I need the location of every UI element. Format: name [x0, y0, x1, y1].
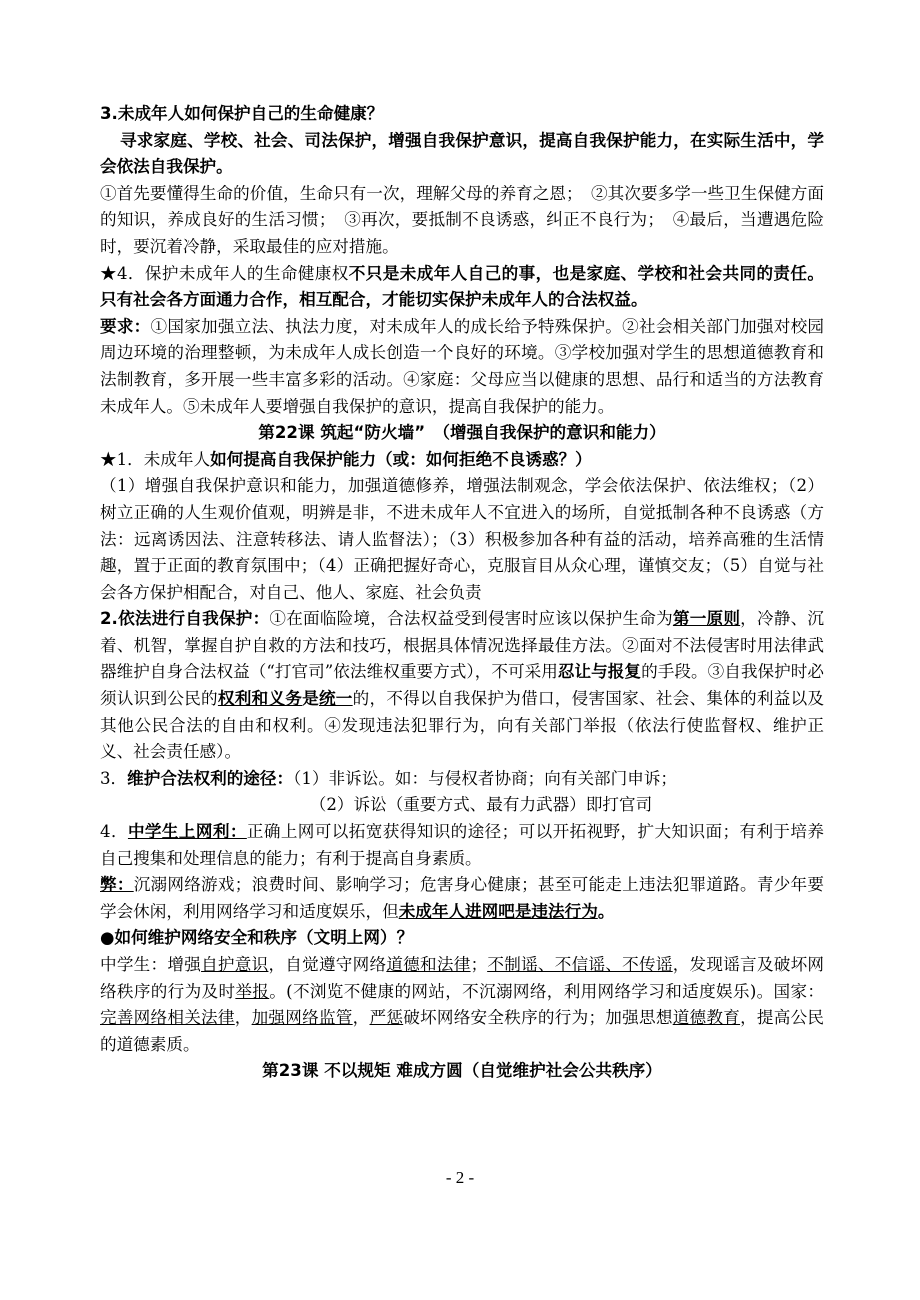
paragraph: 4．中学生上网利：正确上网可以拓宽获得知识的途径；可以开拓视野，扩大知识面；有利于培养自己搜集和处理信息的能力；有利于提高自身素质。 — [100, 822, 824, 868]
question-heading: ●如何维护网络安全和秩序（文明上网）？ — [100, 928, 414, 948]
paragraph: 寻求家庭、学校、社会、司法保护，增强自我保护意识，提高自我保护能力，在实际生活中，学会依法自我保护。 — [100, 130, 824, 177]
paragraph: （2）诉讼（重要方式、最有力武器）即打官司 — [309, 795, 653, 815]
lesson-heading: 第23课 不以规矩 难成方圆（自觉维护社会公共秩序） — [262, 1061, 662, 1081]
page-number: - 2 - — [445, 1168, 475, 1187]
paragraph: ①首先要懂得生命的价值，生命只有一次，理解父母的养育之恩； ②其次要多学一些卫生保健方面的知识，养成良好的生活习惯； ③再次，要抵制不良诱惑，纠正不良行为； ④最后，当遭遇危险时，要沉着冷静，采取最佳的应对措施。 — [100, 183, 824, 256]
paragraph: 中学生：增强自护意识，自觉遵守网络道德和法律；不制谣、不信谣、不传谣，发现谣言及破坏网络秩序的行为及时举报。(不浏览不健康的网站，不沉溺网络，利用网络学习和适度娱乐)。国家：完善网络相关法律，加强网络监管，严惩破坏网络安全秩序的行为；加强思想道德教育，提高公民的道德素质。 — [100, 955, 825, 1054]
document-body — [100, 101, 824, 1085]
paragraph: 要求：①国家加强立法、执法力度，对未成年人的成长给予特殊保护。②社会相关部门加强对校园周边环境的治理整顿，为未成年人成长创造一个良好的环境。③学校加强对学生的思想道德教育和法制教育，多开展一些丰富多彩的活动。④家庭：父母应当以健康的思想、品行和适当的方法教育未成年人。⑤未成年人要增强自我保护的意识，提高自我保护的能力。 — [100, 316, 824, 416]
paragraph: ★4．保护未成年人的生命健康权不只是未成年人自己的事，也是家庭、学校和社会共同的责任。只有社会各方面通力合作，相互配合，才能切实保护未成年人的合法权益。 — [100, 263, 824, 310]
question-heading: 3.未成年人如何保护自己的生命健康？ — [100, 104, 384, 123]
question-heading: ★1．未成年人如何提高自我保护能力（或：如何拒绝不良诱惑？） — [100, 449, 592, 469]
paragraph: （1）增强自我保护意识和能力，加强道德修养，增强法制观念，学会依法保护、依法维权；（2）树立正确的人生观价值观，明辨是非，不进未成年人不宜进入的场所，自觉抵制各种不良诱惑（方法：远离诱因法、注意转移法、请人监督法）；（3）积极参加各种有益的活动，培养高雅的生活情趣，置于正面的教育氛围中；（4）正确把握好奇心，克服盲目从众心理，谨慎交友；（5）自觉与社会各方保护相配合，对自己、他人、家庭、社会负责 — [100, 476, 824, 602]
paragraph: 2.依法进行自我保护：①在面临险境，合法权益受到侵害时应该以保护生命为第一原则，冷静、沉着、机智，掌握自护自救的方法和技巧，根据具体情况选择最佳方法。②面对不法侵害时用法律武器维护自身合法权益（“打官司”依法维权重要方式），不可采用忍让与报复的手段。③自我保护时必须认识到公民的权利和义务是统一的，不得以自我保护为借口，侵害国家、社会、集体的利益以及其他公民合法的自由和权利。④发现违法犯罪行为，向有关部门举报（依法行使监督权、维护正义、社会责任感）。 — [100, 609, 825, 762]
lesson-heading: 第22课 筑起“防火墙” （增强自我保护的意识和能力） — [258, 423, 666, 443]
paragraph: 弊：沉溺网络游戏；浪费时间、影响学习；危害身心健康；甚至可能走上违法犯罪道路。青少年要学会休闲，利用网络学习和适度娱乐，但未成年人进网吧是违法行为。 — [100, 875, 824, 921]
paragraph: 3．维护合法权利的途径：（1）非诉讼。如：与侵权者协商；向有关部门申诉； — [100, 768, 678, 788]
